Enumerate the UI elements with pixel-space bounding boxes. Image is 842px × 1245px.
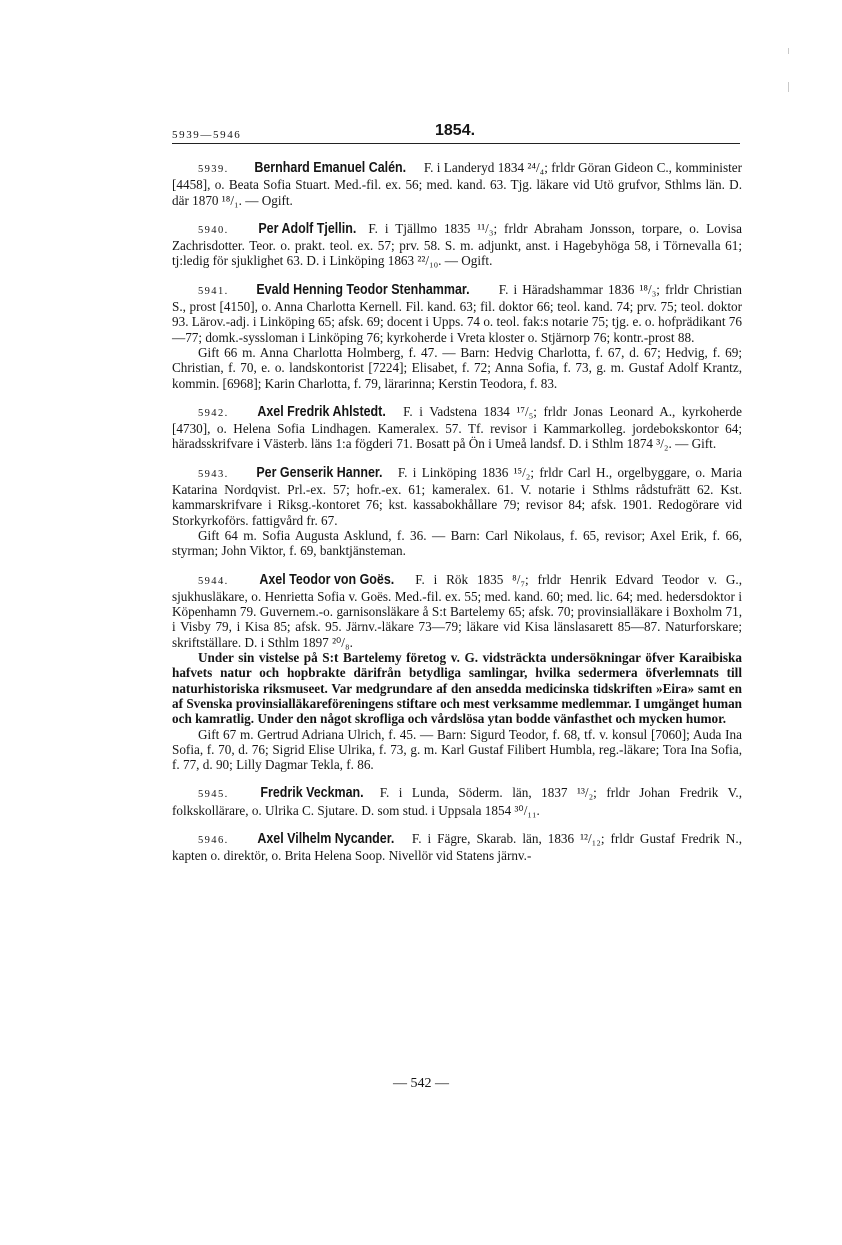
entry-number: 5946. — [198, 834, 229, 846]
entry-name: Evald Henning Teodor Stenhammar. — [256, 281, 470, 298]
entry-text: F. i Tjällmo 1835 ¹¹/₃; frldr Abraham Jonsson, torpare, o. Lovisa Zachrisdotter. Teor. o. prakt. teol. ex. 57; prv. 58. S. m. adjunkt, anst. i Hagebyhöga 58, i Törnevalla 61; tj:ledig för sjuklighet 63. D. i Linköping 1863 ²²/₁₀. — Ogift. — [172, 220, 743, 269]
entry-5942 — [172, 404, 742, 452]
entry-family: Gift 64 m. Sofia Augusta Asklund, f. 36. — Barn: Carl Nikolaus, f. 65, revisor; Axel Erik, f. 66, styrman; John Viktor, f. 69, banktjänsteman. — [172, 527, 742, 559]
scan-mark — [788, 82, 789, 92]
running-header — [172, 121, 740, 141]
entry-name: Per Adolf Tjellin. — [257, 220, 356, 237]
scan-mark — [788, 48, 789, 54]
entry-text: F. i Häradshammar 1836 ¹⁸/₃; frldr Christian S., prost [4150], o. Anna Charlotta Kernell. Fil. kand. 63; fil. doktor 66; teol. kand. 74; prv. 75; teol. doktor 93. Lärov.-adj. i Linköping 65; afsk. 69; docent i Upps. 74 o. teol. fak:s notarie 75; tjg. e. o. hofprädikant 76—77; domk.-syssloman i Linköping 76; kyrkoherde i Vreta kloster o. Stjärnorp 76; kontr.-prost 88. — [172, 281, 743, 345]
page-number: — 542 — — [393, 1076, 449, 1091]
entry-5940 — [172, 221, 742, 269]
entry-number: 5940. — [198, 224, 229, 236]
entry-name: Bernhard Emanuel Calén. — [254, 160, 407, 176]
entries-list — [172, 160, 742, 877]
entry-number: 5942. — [198, 407, 229, 419]
entry-5946 — [172, 831, 742, 864]
entry-name: Fredrik Veckman. — [260, 785, 364, 802]
entry-5939 — [172, 160, 742, 208]
header-rule — [172, 143, 740, 144]
entry-name: Axel Vilhelm Nycander. — [256, 830, 394, 847]
entry-5944 — [172, 572, 742, 773]
entry-number: 5944. — [198, 575, 229, 587]
entry-family: Gift 66 m. Anna Charlotta Holmberg, f. 47. — Barn: Hedvig Charlotta, f. 67, d. 67; Hedvig, f. 69; Christian, f. 70, e. o. landskontorist [7224]; Elisabet, f. 72; Anna Sofia, f. 73, g. m. Gustaf Adolf Krantz, kommin. [6968]; Karin Charlotta, f. 79, lärarinna; Kerstin Teodora, f. 83. — [172, 344, 742, 391]
entry-text: F. i Rök 1835 ⁸/₇; frldr Henrik Edvard Teodor v. G., sjukhusläkare, o. Henrietta Sofia v. Goës. Med.-fil. ex. 55; med. kand. 60; med. lic. 64; med. hedersdoktor i Köpenhamn 79. Guvernem.-o. garnisonsläkare å S:t Bartelemy 65; afsk. 70; provinsialläkare i Boxholm 71, i Visby 79, i Kisa 85; afsk. 95. Järnv.-läkare 73—79; läkare vid Kisa länslasarett 85—87. Naturforskare; skriftställare. D. i Sthlm 1897 ²⁰/₈. — [172, 571, 743, 650]
entry-5941 — [172, 282, 742, 391]
header-year: 1854. — [435, 122, 476, 139]
entry-5943 — [172, 465, 742, 559]
entry-name: Axel Fredrik Ahlstedt. — [257, 403, 387, 420]
entry-text: F. i Lunda, Söderm. län, 1837 ¹³/₂; frldr Johan Fredrik V., folkskollärare, o. Ulrika C. Sjutare. D. som stud. i Uppsala 1854 ³⁰/₁₁. — [172, 785, 742, 818]
entry-text: F. i Linköping 1836 ¹⁵/₂; frldr Carl H., orgelbyggare, o. Maria Katarina Nordqvist. Prl.-ex. 57; hofr.-ex. 61; kameralex. 61. V. notarie i Sthlms rådstufrätt 62. Kst. kammarskrifvare i Riksg.-kontoret 76; kst. kassabokhållare 79; revisor 84; afsk. 1901. Redogörare vid Storkyrkoförs. fattigvård fr. 67. — [172, 464, 743, 528]
entry-family: Gift 67 m. Gertrud Adriana Ulrich, f. 45. — Barn: Sigurd Teodor, f. 68, tf. v. konsul [7060]; Auda Ina Sofia, f. 70, d. 76; Sigrid Elise Ulrika, f. 73, g. m. Karl Gustaf Filibert Humbla, reg.-läkare; Tora Ina Sofia, f. 77, d. 90; Lilly Dagmar Tekla, f. 86. — [172, 726, 742, 773]
entry-number: 5943. — [198, 468, 229, 480]
entry-text: F. i Vadstena 1834 ¹⁷/₅; frldr Jonas Leonard A., kyrkoherde [4730], o. Helena Sofia Lindhagen. Kameralex. 57. Tf. revisor i Kammarkolleg. jordebokskontor 64; häradsskrifvare i Västerb. läns 1:a fögderi 71. Bosatt på Ön i Umeå landsf. D. i Sthlm 1874 ³/₂. — Gift. — [172, 403, 742, 452]
entry-text: F. i Fägre, Skarab. län, 1836 ¹²/₁₂; frldr Gustaf Fredrik N., kapten o. direktör, o. Brita Helena Soop. Nivellör vid Statens järnv.- — [172, 830, 743, 864]
entry-5945 — [172, 785, 742, 818]
entry-note: Under sin vistelse på S:t Bartelemy företog v. G. vidsträckta undersökningar öfver Karaibiska hafvets natur och hopbrakte därifrån betydliga samlingar, hvilka sedermera öfverlemnats till naturhistoriska riksmuseet. Var medgrundare af den ansedda medicinska tidskriften »Eira» samt en af Svenska provinsialläkareföreningens stiftare och mest verksamme medlemmar. I umgänget human och kamratlig. Under den något skrofliga och vårdslösa ytan bodde vänfasthet och mycken humor. — [172, 650, 742, 727]
entry-text: F. i Landeryd 1834 ²⁴/₄; frldr Göran Gideon C., komminister [4458], o. Beata Sofia Stuart. Med.-fil. ex. 56; med. kand. 63. Tjg. läkare vid Utö grufvor, Sthlms län. D. där 1870 ¹⁸/₁. — Ogift. — [172, 160, 743, 208]
entry-number: 5941. — [198, 285, 229, 297]
header-entry-range: 5939—5946 — [172, 129, 242, 141]
entry-name: Per Genserik Hanner. — [256, 464, 383, 481]
entry-number: 5945. — [198, 789, 229, 801]
entry-number: 5939. — [198, 164, 229, 175]
entry-name: Axel Teodor von Goës. — [259, 571, 395, 588]
